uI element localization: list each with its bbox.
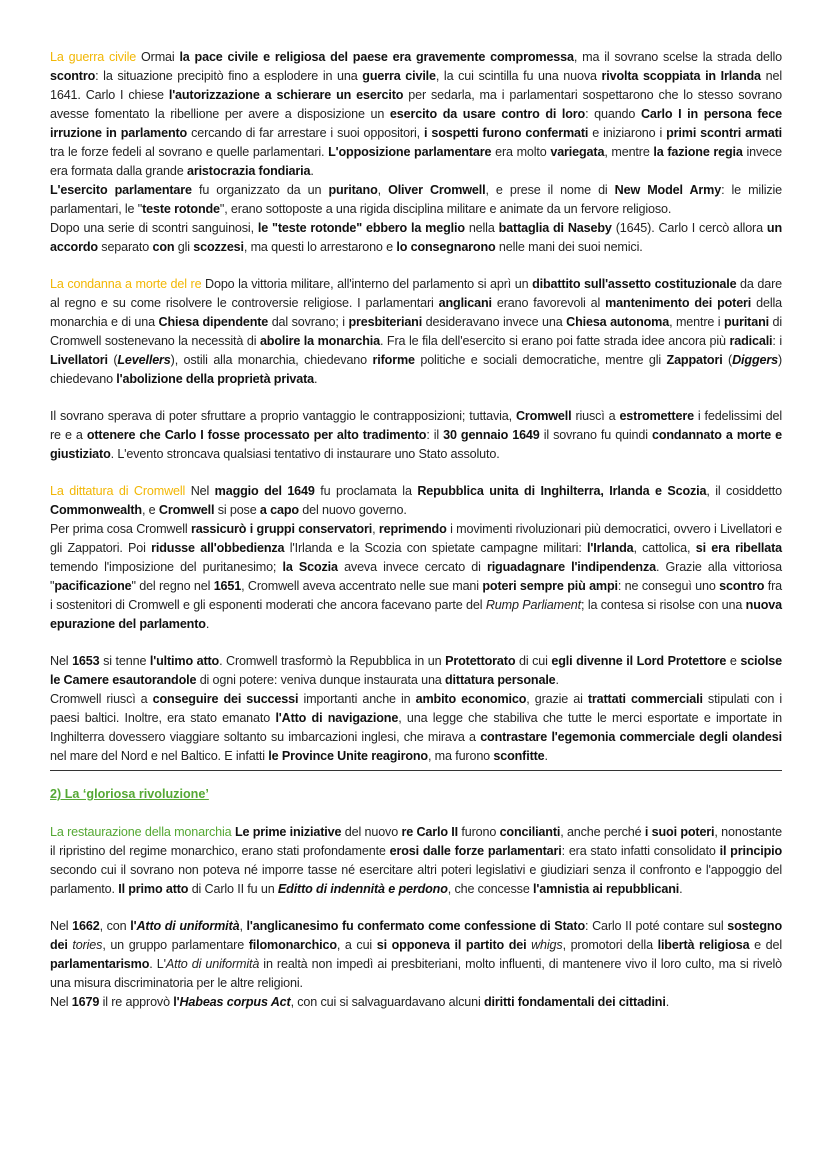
text-run: fu organizzato da un [191, 183, 329, 197]
text-run: , un gruppo parlamentare [102, 938, 249, 952]
emphasized-text: dibattito sull'assetto costituzionale [532, 277, 737, 291]
text-run: stipulati con i paesi baltici. Inoltre, era stato emanato [50, 692, 782, 725]
emphasized-text: riforme [372, 353, 415, 367]
subheading: La guerra civile [50, 50, 137, 64]
text-run: il re approvò [99, 995, 174, 1009]
text-run: il sovrano fu quindi [539, 428, 652, 442]
emphasized-text: le Province Unite reagirono [268, 749, 428, 763]
emphasized-text: ottenere che Carlo I fosse processato per alto tradimento [86, 428, 427, 442]
text-run: . [665, 995, 670, 1009]
emphasized-text: l'ultimo atto [149, 654, 220, 668]
emphasized-text: whigs [531, 938, 563, 952]
text-run: desideravano invece una [422, 315, 567, 329]
text-run: e iniziarono i [588, 126, 667, 140]
text-run: , mentre [604, 145, 654, 159]
text-run: fra i sostenitori di Cromwell e gli esponenti moderati che ancora facevano parte del [50, 579, 782, 612]
text-run: politiche e sociali democratiche, mentre gli [414, 353, 667, 367]
emphasized-text: concilianti [499, 825, 561, 839]
emphasized-text: si opponeva il partito dei [376, 938, 532, 952]
emphasized-text: Chiesa autonoma [566, 315, 670, 329]
text-run: riuscì a [571, 409, 620, 423]
emphasized-text: l'Irlanda [587, 541, 634, 555]
text-run: Per prima cosa Cromwell [50, 522, 191, 536]
emphasized-text: primi scontri armati [666, 126, 782, 140]
text-run: gli [174, 240, 194, 254]
paragraph-protettorato [50, 652, 782, 766]
section-glorious-revolution [50, 785, 782, 1012]
text-run: invece era formata dalla grande [50, 145, 782, 178]
text-run: , ma questi lo arrestarono e [243, 240, 397, 254]
text-run: (1645). Carlo I cercò allora [611, 221, 767, 235]
text-run: , Cromwell aveva accentrato nelle sue mani [241, 579, 483, 593]
emphasized-text: ridusse all'obbedienza [151, 541, 285, 555]
emphasized-text: la Scozia [282, 560, 338, 574]
subheading: La restaurazione della monarchia [50, 825, 232, 839]
text-run: , e prese il nome di [485, 183, 615, 197]
paragraph-restaurazione [50, 823, 782, 899]
text-run: tra le forze fedeli al sovrano e quelle parlamentari. [50, 145, 329, 159]
text-run: , la cui scintilla fu una nuova [435, 69, 602, 83]
paragraph-dittatura-cromwell [50, 482, 782, 634]
text-run: i fedelissimi del re e a [50, 409, 782, 442]
emphasized-text: ambito economico [415, 692, 527, 706]
text-run: nella [464, 221, 499, 235]
text-run: : quando [585, 107, 641, 121]
emphasized-text: rivolta scoppiata in Irlanda [601, 69, 761, 83]
emphasized-text: sciolse le Camere esautorandole [50, 654, 783, 687]
emphasized-text: abolire la monarchia [259, 334, 380, 348]
text-run: . Cromwell trasformò la Repubblica in un [219, 654, 446, 668]
text-run: e [726, 654, 741, 668]
emphasized-text: New Model Army [614, 183, 722, 197]
emphasized-text: dittatura personale [445, 673, 556, 687]
text-run: nel mare del Nord e nel Baltico. E infatti [50, 749, 269, 763]
text-run: Cromwell riuscì a [50, 692, 153, 706]
emphasized-text: il principio [719, 844, 783, 858]
emphasized-text: l'Atto di navigazione [275, 711, 399, 725]
emphasized-text: Cromwell [158, 503, 215, 517]
emphasized-text: un accordo [50, 221, 782, 254]
emphasized-text: Commonwealth [50, 503, 142, 517]
emphasized-text: la fazione regia [653, 145, 743, 159]
emphasized-text: estromettere [619, 409, 694, 423]
emphasized-text: Editto di indennità e perdono [277, 882, 448, 896]
text-run: del nuovo [341, 825, 402, 839]
text-run: , mentre i [669, 315, 724, 329]
emphasized-text: mantenimento dei poteri [605, 296, 752, 310]
emphasized-text: Cromwell [515, 409, 572, 423]
text-run: , ma il sovrano scelse la strada dello [573, 50, 783, 64]
emphasized-text: Rump Parliament [485, 598, 582, 612]
text-run: Nel [50, 995, 72, 1009]
text-run: : era stato infatti consolidato [561, 844, 720, 858]
emphasized-text: Protettorato [445, 654, 516, 668]
emphasized-text: riguadagnare l'indipendenza [486, 560, 656, 574]
emphasized-text: reprimendo [378, 522, 447, 536]
text-run: cercando di far arrestare i suoi oppositori, [187, 126, 425, 140]
emphasized-text: 1662 [72, 919, 100, 933]
emphasized-text: l' [130, 919, 137, 933]
text-run: della monarchia e di una [50, 296, 782, 329]
emphasized-text: 1651 [213, 579, 242, 593]
text-run: , [239, 919, 247, 933]
emphasized-text: Livellatori [50, 353, 108, 367]
text-run: . [310, 164, 314, 178]
text-run: per sedarla, ma i parlamentari sospettarono che lo stesso sovrano avesse fomentato la ribellione per avere a disposizione un [50, 88, 783, 121]
emphasized-text: si era ribellata [695, 541, 783, 555]
emphasized-text: pacificazione [54, 579, 132, 593]
section-heading: 2) La ‘gloriosa rivoluzione’ [50, 787, 209, 801]
text-run: , grazie ai [526, 692, 588, 706]
text-run: nel 1641. Carlo I chiese [50, 69, 782, 102]
emphasized-text: L'esercito parlamentare [50, 183, 192, 197]
emphasized-text: parlamentarismo [50, 957, 150, 971]
text-run: . L'evento stroncava qualsiasi tentativo di instaurare uno Stato assoluto. [110, 447, 500, 461]
text-run: si pose [214, 503, 260, 517]
text-run: Nel [50, 919, 73, 933]
text-run: : il [426, 428, 444, 442]
paragraph-guerra-civile [50, 48, 782, 257]
emphasized-text: la pace civile e religiosa del paese era gravemente compromessa [179, 50, 574, 64]
emphasized-text: 30 gennaio 1649 [443, 428, 540, 442]
text-run: . Grazie alla vittoriosa " [50, 560, 782, 593]
text-run: fu proclamata la [314, 484, 418, 498]
text-run: ( [107, 353, 118, 367]
emphasized-text: maggio del 1649 [214, 484, 315, 498]
text-run: Il sovrano sperava di poter sfruttare a proprio vantaggio le contrapposizioni; tuttavia, [50, 409, 516, 423]
text-run: ( [722, 353, 733, 367]
text-run: era molto [491, 145, 551, 159]
text-run: , ma furono [427, 749, 494, 763]
emphasized-text: filomonarchico [248, 938, 337, 952]
emphasized-text: contrastare l'egemonia commerciale degli olandesi [480, 730, 782, 744]
emphasized-text: Zappatori [666, 353, 723, 367]
emphasized-text: sostegno dei [50, 919, 783, 952]
paragraph-atto-uniformita [50, 917, 782, 1012]
text-run: di Carlo II fu un [188, 882, 278, 896]
document-page [50, 48, 782, 1030]
text-run: , [372, 522, 379, 536]
emphasized-text: guerra civile [362, 69, 436, 83]
text-run: , a cui [336, 938, 377, 952]
text-run: . [555, 673, 559, 687]
emphasized-text: le "teste rotonde" ebbero la meglio [257, 221, 465, 235]
emphasized-text: presbiteriani [348, 315, 423, 329]
emphasized-text: egli divenne il Lord Protettore [551, 654, 727, 668]
text-run: di Cromwell sostenevano la necessità di [50, 315, 783, 348]
text-run: i movimenti rivoluzionari più democratici, ovvero i Livellatori e gli Zappatori. Poi [50, 522, 782, 555]
emphasized-text: condannato a morte e giustiziato [50, 428, 783, 461]
emphasized-text: Chiesa dipendente [158, 315, 269, 329]
text-run: ), ostili alla monarchia, chiedevano [170, 353, 373, 367]
emphasized-text: puritani [723, 315, 769, 329]
text-run: si tenne [99, 654, 150, 668]
text-run: " del regno nel [131, 579, 214, 593]
text-run: . [314, 372, 318, 386]
text-run: , il cosiddetto [706, 484, 782, 498]
text-run: . [679, 882, 683, 896]
text-run: Ormai [136, 50, 180, 64]
emphasized-text: rassicurò i gruppi conservatori [190, 522, 373, 536]
emphasized-text: 1653 [72, 654, 100, 668]
emphasized-text: teste rotonde [142, 202, 220, 216]
emphasized-text: erosi dalle forze parlamentari [389, 844, 562, 858]
emphasized-text: esercito da usare contro di loro [389, 107, 586, 121]
text-run: importanti anche in [298, 692, 416, 706]
emphasized-text: Atto di uniformità [165, 957, 260, 971]
emphasized-text: aristocrazia fondiaria [186, 164, 311, 178]
text-run: , nonostante il ripristino del regime monarchico, erano stati profondamente [50, 825, 782, 858]
emphasized-text: conseguire dei successi [152, 692, 299, 706]
text-run: Nel [185, 484, 215, 498]
emphasized-text: i sospetti furono confermati [424, 126, 589, 140]
text-run: furono [457, 825, 500, 839]
section-divider [50, 770, 782, 771]
text-run: Dopo la vittoria militare, all'interno del parlamento si aprì un [201, 277, 533, 291]
text-run: , e [141, 503, 159, 517]
text-run: Dopo una serie di scontri sanguinosi, [50, 221, 258, 235]
emphasized-text: sconfitte [493, 749, 545, 763]
text-run: in realtà non impedì ai presbiteriani, molto influenti, di mantenere vivo il loro culto, ma si rivelò una misura discriminatoria per le altre religioni. [50, 957, 782, 990]
text-run: nelle mani dei suoi nemici. [495, 240, 643, 254]
text-run: dal sovrano; i [268, 315, 349, 329]
text-run: , cattolica, [633, 541, 696, 555]
emphasized-text: re Carlo II [401, 825, 458, 839]
text-run: , che concesse [447, 882, 534, 896]
text-run: l'Irlanda e la Scozia con spietate campagne militari: [284, 541, 588, 555]
emphasized-text: trattati commerciali [587, 692, 703, 706]
text-run: ) chiedevano [50, 353, 782, 386]
emphasized-text: scontro [50, 69, 96, 83]
text-run: del nuovo governo. [298, 503, 407, 517]
text-run: , con cui si salvaguardavano alcuni [290, 995, 484, 1009]
text-run: da dare al regno e su come risolvere le controversie religiose. I parlamentari [50, 277, 782, 310]
text-run: temendo l'imposizione del puritanesimo; [50, 560, 283, 574]
emphasized-text: l'abolizione della proprietà privata [116, 372, 315, 386]
text-run: secondo cui il sovrano non poteva né imporre tasse né esercitare altri poteri legislativi e giudiziari senza il confronto e l'appoggio del parlamento. [50, 863, 782, 896]
emphasized-text: tories [72, 938, 103, 952]
emphasized-text: l'amnistia ai repubblicani [533, 882, 680, 896]
text-run: , [377, 183, 389, 197]
emphasized-text: Il primo atto [118, 882, 189, 896]
text-run: : ne conseguì uno [617, 579, 720, 593]
emphasized-text: diritti fondamentali dei cittadini [483, 995, 666, 1009]
emphasized-text: nuova epurazione del parlamento [50, 598, 783, 631]
emphasized-text: Levellers [117, 353, 171, 367]
text-run: : i [772, 334, 782, 348]
paragraph-condanna-re [50, 275, 782, 389]
emphasized-text: anglicani [438, 296, 492, 310]
emphasized-text: Le prime iniziative [234, 825, 342, 839]
text-run: , con [99, 919, 131, 933]
text-run: : le milizie parlamentari, le " [50, 183, 783, 216]
emphasized-text: scontro [719, 579, 765, 593]
text-run: separato [97, 240, 153, 254]
emphasized-text: l' [173, 995, 180, 1009]
emphasized-text: poteri sempre più ampi [482, 579, 618, 593]
text-run: , una legge che stabiliva che tutte le merci esportate e importate in Inghilterra dovessero viaggiare soltanto su imbarcazioni inglesi, che mirava a [50, 711, 782, 744]
text-run: : Carlo II poté contare sul [585, 919, 728, 933]
emphasized-text: Carlo I in persona fece irruzione in parlamento [50, 107, 782, 140]
emphasized-text: i suoi poteri [644, 825, 715, 839]
text-run: . [544, 749, 548, 763]
emphasized-text: a capo [259, 503, 299, 517]
emphasized-text: Oliver Cromwell [388, 183, 486, 197]
text-run: erano favorevoli al [491, 296, 606, 310]
emphasized-text: puritano [328, 183, 378, 197]
emphasized-text: Diggers [732, 353, 778, 367]
subheading: La condanna a morte del re [50, 277, 202, 291]
emphasized-text: Habeas corpus Act [179, 995, 291, 1009]
emphasized-text: libertà religiosa [657, 938, 750, 952]
section-english-civil-war [50, 48, 782, 766]
emphasized-text: Repubblica unita di Inghilterra, Irlanda e Scozia [417, 484, 707, 498]
text-run: , promotori della [562, 938, 658, 952]
text-run: . Fra le fila dell'esercito si erano poi fatte strada idee ancora più [379, 334, 730, 348]
text-run: , anche perché [560, 825, 645, 839]
text-run: di ogni potere: veniva dunque instaurata una [196, 673, 446, 687]
text-run: : la situazione precipitò fino a esplodere in una [95, 69, 363, 83]
text-run: ; la contesa si risolse con una [581, 598, 746, 612]
emphasized-text: l'autorizzazione a schierare un esercito [168, 88, 404, 102]
text-run: aveva invece cercato di [337, 560, 487, 574]
emphasized-text: con [152, 240, 175, 254]
subheading: La dittatura di Cromwell [50, 484, 186, 498]
text-run: e del [749, 938, 782, 952]
emphasized-text: Atto di uniformità [136, 919, 240, 933]
emphasized-text: variegata [550, 145, 605, 159]
text-run: Nel [50, 654, 73, 668]
text-run: . L' [149, 957, 166, 971]
emphasized-text: battaglia di Naseby [498, 221, 612, 235]
text-run: di cui [515, 654, 552, 668]
paragraph-processo-re [50, 407, 782, 464]
text-run: . [205, 617, 210, 631]
emphasized-text: lo consegnarono [396, 240, 496, 254]
text-run: ", erano sottoposte a una rigida disciplina militare e animate da un fervore religioso. [219, 202, 672, 216]
emphasized-text: 1679 [71, 995, 100, 1009]
emphasized-text: scozzesi [193, 240, 244, 254]
emphasized-text: l'anglicanesimo fu confermato come confessione di Stato [246, 919, 585, 933]
emphasized-text: L'opposizione parlamentare [328, 145, 492, 159]
emphasized-text: radicali [729, 334, 773, 348]
